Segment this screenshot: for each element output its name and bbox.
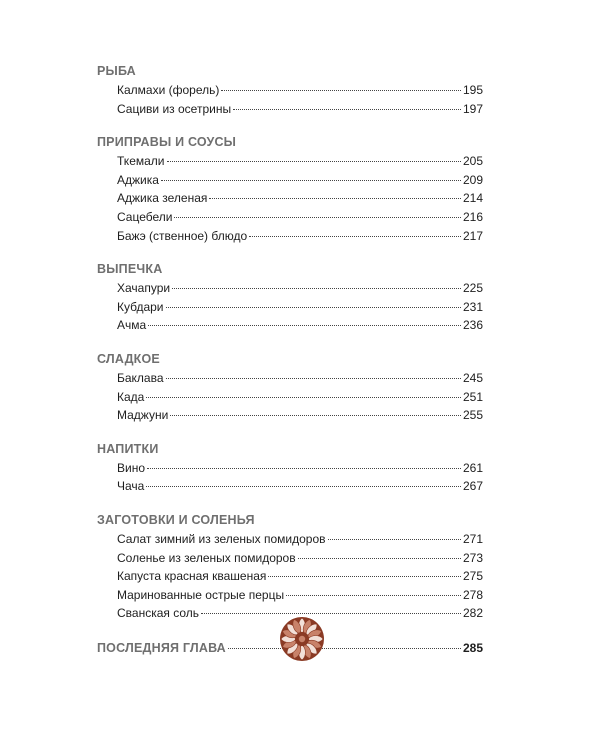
dot-leader <box>298 557 461 559</box>
toc-entry[interactable] <box>97 81 483 100</box>
toc-section-sauces <box>97 134 483 245</box>
toc-entry[interactable] <box>97 567 483 586</box>
entry-title: Када <box>117 389 145 404</box>
entry-page: 282 <box>462 606 483 621</box>
entry-page: 214 <box>462 191 483 206</box>
final-chapter-title: ПОСЛЕДНЯЯ ГЛАВА <box>97 640 226 655</box>
toc-entry[interactable] <box>97 100 483 119</box>
entry-page: 267 <box>462 479 483 494</box>
rosette-core <box>299 636 305 642</box>
entry-page: 261 <box>462 460 483 475</box>
entry-title: Ачма <box>117 318 147 333</box>
toc-entry[interactable] <box>97 406 483 425</box>
dot-leader <box>172 287 461 289</box>
toc-entry[interactable] <box>97 316 483 335</box>
entry-page: 273 <box>462 550 483 565</box>
entry-title: Маринованные острые перцы <box>117 587 285 602</box>
dot-leader <box>147 467 461 469</box>
dot-leader <box>146 396 461 398</box>
entry-page: 205 <box>462 154 483 169</box>
toc-section-sweets <box>97 351 483 425</box>
entry-title: Маджуни <box>117 408 169 423</box>
section-title: ЗАГОТОВКИ И СОЛЕНЬЯ <box>97 512 255 527</box>
entry-page: 197 <box>462 101 483 116</box>
entry-title: Вино <box>117 460 146 475</box>
entry-page: 236 <box>462 318 483 333</box>
dot-leader <box>166 377 461 379</box>
entry-page: 255 <box>462 408 483 423</box>
ornamental-rosette-icon <box>279 616 325 662</box>
entry-page: 251 <box>462 389 483 404</box>
toc-entry[interactable] <box>97 459 483 478</box>
toc-entry[interactable] <box>97 152 483 171</box>
entry-title: Бажэ (ственное) блюдо <box>117 228 248 243</box>
table-of-contents <box>97 63 483 657</box>
dot-leader <box>249 235 461 237</box>
dot-leader <box>328 538 461 540</box>
toc-entry[interactable] <box>97 388 483 407</box>
entry-title: Капуста красная квашеная <box>117 569 267 584</box>
entry-title: Салат зимний из зеленых помидоров <box>117 531 326 546</box>
entry-page: 278 <box>462 587 483 602</box>
section-title: РЫБА <box>97 64 136 78</box>
entry-title: Чача <box>117 479 145 494</box>
toc-entry[interactable] <box>97 530 483 549</box>
toc-entry[interactable] <box>97 477 483 496</box>
entry-title: Сациви из осетрины <box>117 101 232 116</box>
dot-leader <box>209 197 461 199</box>
entry-page: 245 <box>462 370 483 385</box>
toc-section-preserves <box>97 512 483 623</box>
toc-entry[interactable] <box>97 369 483 388</box>
entry-title: Аджика зеленая <box>117 191 208 206</box>
dot-leader <box>233 108 461 110</box>
entry-title: Калмахи (форель) <box>117 83 220 97</box>
section-title: ПРИПРАВЫ И СОУСЫ <box>97 135 237 150</box>
dot-leader <box>221 89 461 91</box>
dot-leader <box>268 575 461 577</box>
entry-title: Хачапури <box>117 281 171 296</box>
entry-title: Сванская соль <box>117 606 200 621</box>
toc-entry[interactable] <box>97 189 483 208</box>
entry-title: Кубдари <box>117 299 164 314</box>
entry-title: Ткемали <box>117 154 165 169</box>
entry-title: Сацебели <box>117 209 173 224</box>
toc-section-baking <box>97 261 483 335</box>
entry-page: 217 <box>462 228 483 243</box>
toc-entry[interactable] <box>97 549 483 568</box>
toc-entry[interactable] <box>97 171 483 190</box>
section-title: НАПИТКИ <box>97 441 159 456</box>
dot-leader <box>174 216 460 218</box>
toc-section-drinks <box>97 441 483 496</box>
dot-leader <box>228 648 461 649</box>
toc-entry[interactable] <box>97 298 483 317</box>
dot-leader <box>201 612 461 614</box>
dot-leader <box>148 324 461 326</box>
dot-leader <box>170 414 461 416</box>
entry-page: 195 <box>462 83 483 97</box>
entry-page: 271 <box>462 531 483 546</box>
entry-title: Соленье из зеленых помидоров <box>117 550 296 565</box>
toc-entry[interactable] <box>97 208 483 227</box>
entry-page: 209 <box>462 172 483 187</box>
section-title: СЛАДКОЕ <box>97 351 160 366</box>
dot-leader <box>167 160 461 162</box>
final-chapter-page: 285 <box>462 640 483 655</box>
toc-entry[interactable] <box>97 586 483 605</box>
entry-page: 216 <box>462 209 483 224</box>
dot-leader <box>286 594 461 596</box>
entry-title: Аджика <box>117 172 159 187</box>
entry-page: 225 <box>462 281 483 296</box>
dot-leader <box>166 306 461 308</box>
toc-entry[interactable] <box>97 279 483 298</box>
toc-entry[interactable] <box>97 227 483 246</box>
entry-title: Баклава <box>117 370 164 385</box>
toc-section-fish <box>97 63 483 118</box>
dot-leader <box>161 179 461 181</box>
entry-page: 231 <box>462 299 483 314</box>
entry-page: 275 <box>462 569 483 584</box>
dot-leader <box>146 485 461 487</box>
section-title: ВЫПЕЧКА <box>97 262 163 277</box>
